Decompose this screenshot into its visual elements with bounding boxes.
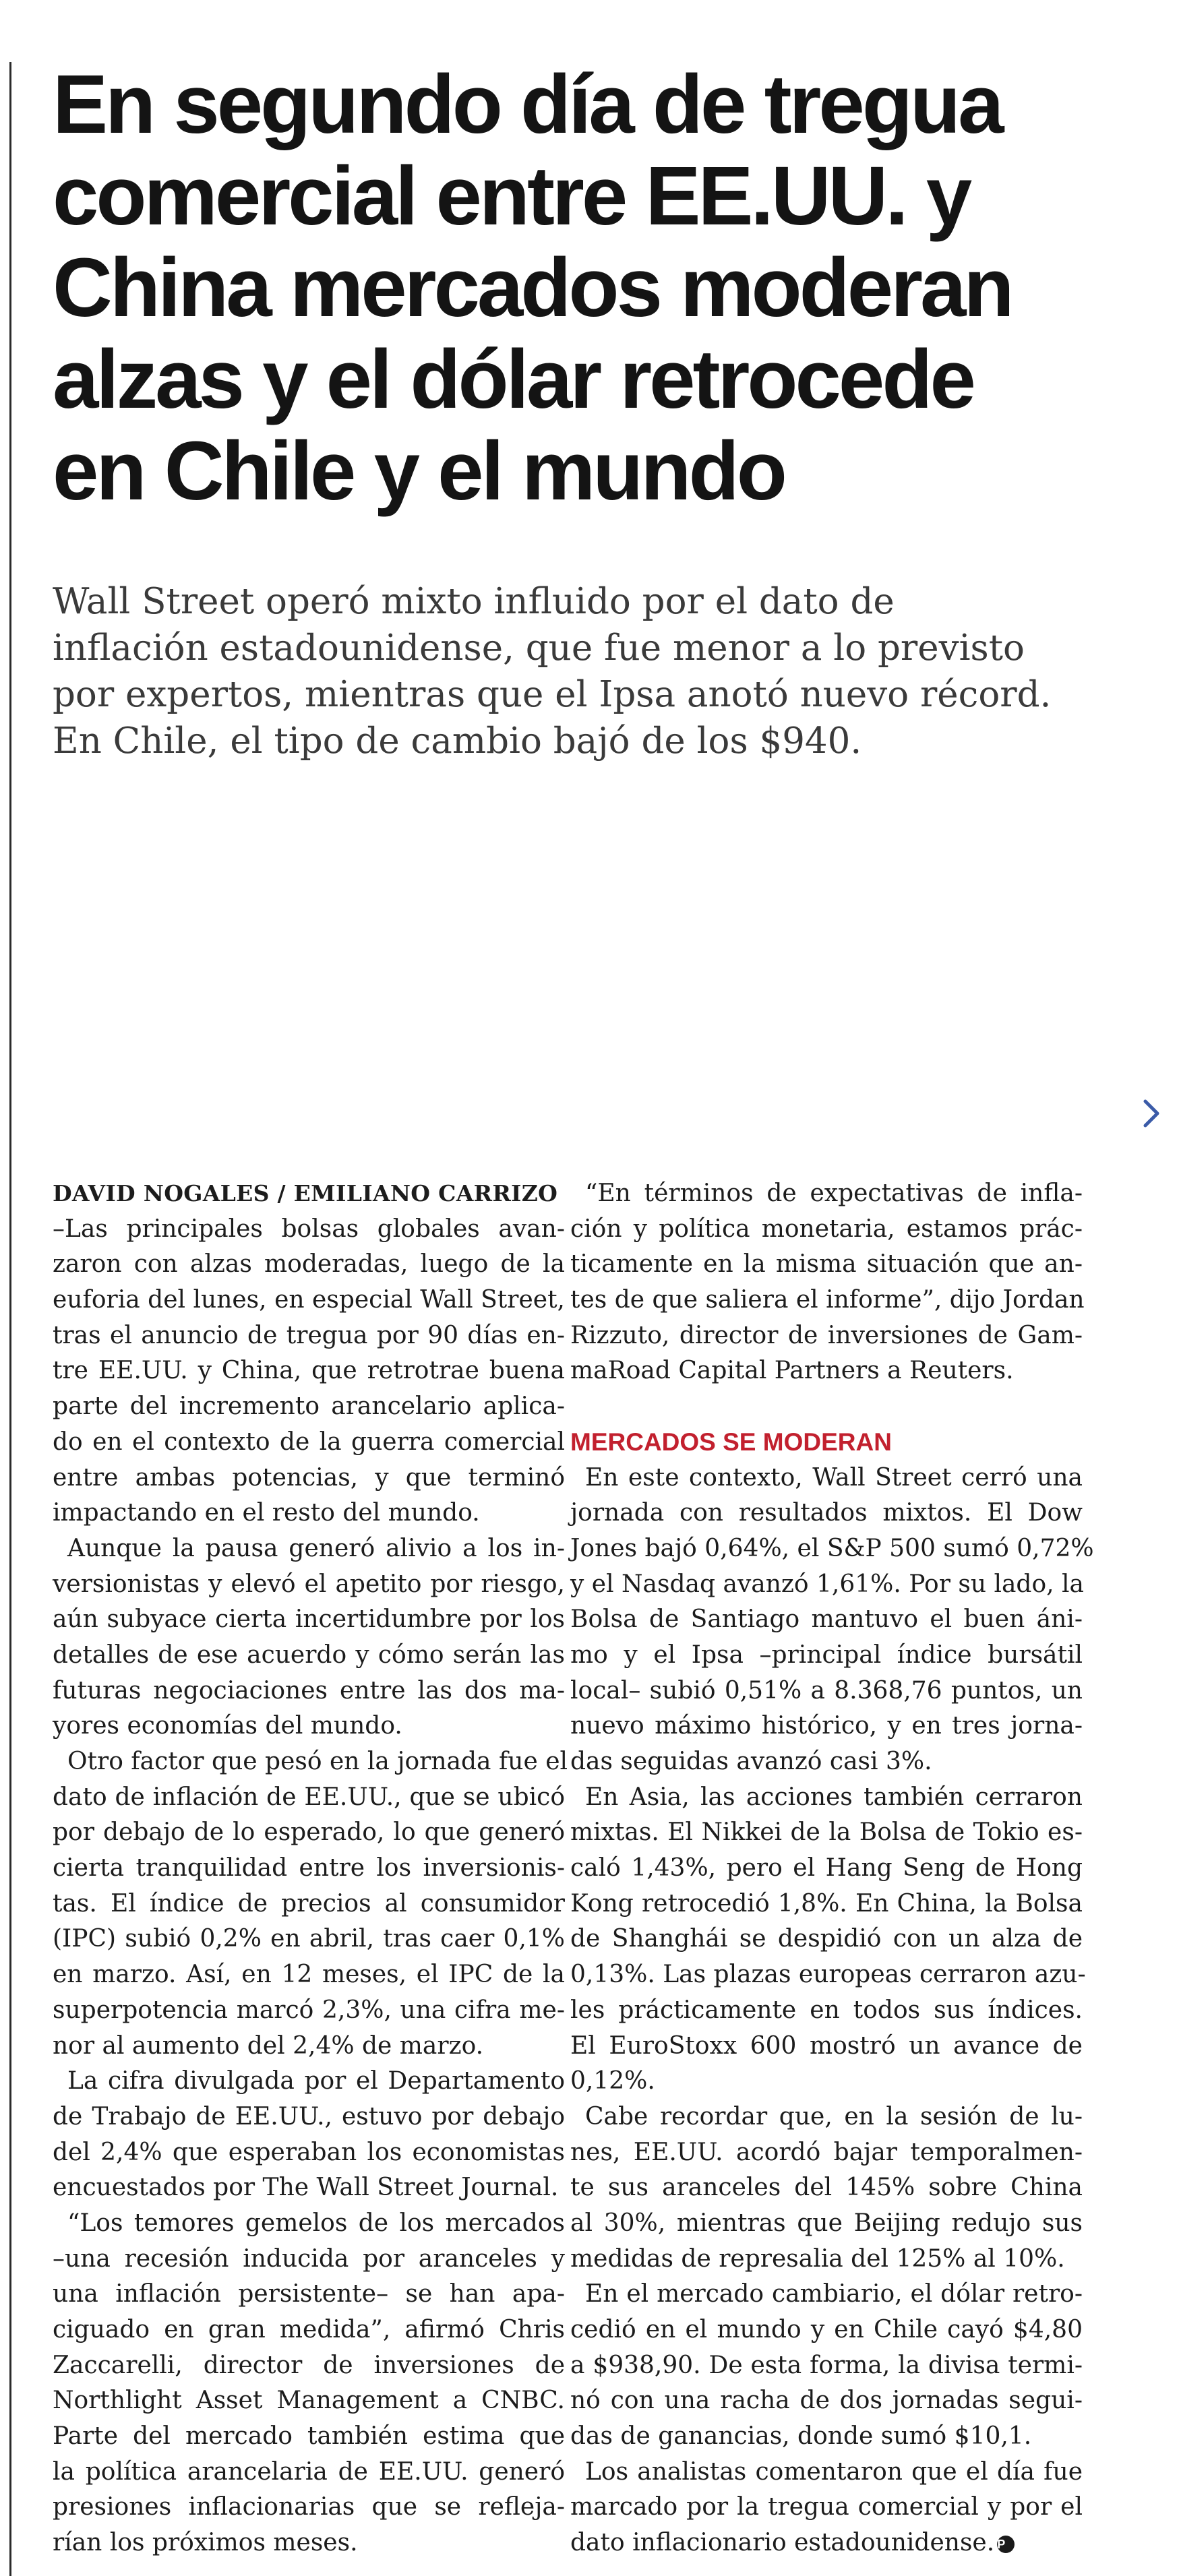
article-line: Otro factor que pesó en la jornada fue el [67,1748,568,1775]
article-line: “En términos de expectativas de infla- [585,1179,1083,1207]
article-line: mo y el Ipsa –principal índice bursátil [570,1640,1083,1669]
article-line: parte del incremento arancelario aplica- [53,1392,565,1421]
section-subhead: MERCADOS SE MODERAN [570,1428,892,1456]
article-line: mixtas. El Nikkei de la Bolsa de Tokio es- [570,1818,1083,1847]
article-line: das seguidas avanzó casi 3%. [570,1748,932,1775]
article-line: al 30%, mientras que Beijing redujo sus [570,2209,1083,2237]
article-line: tas. El índice de precios al consumidor [53,1889,565,1918]
article-line: do en el contexto de la guerra comercial [53,1428,565,1456]
article-line: entre ambas potencias, y que terminó [53,1463,565,1492]
article-line: nuevo máximo histórico, y en tres jorna- [570,1712,1083,1740]
article-line: Bolsa de Santiago mantuvo el buen áni- [570,1605,1083,1634]
article-line: a $938,90. De esta forma, la divisa termi- [570,2351,1083,2379]
article-line: jornada con resultados mixtos. El Dow [570,1499,1083,1527]
byline: DAVID NOGALES / EMILIANO CARRIZO [53,1180,558,1206]
left-column-body [53,1212,568,2561]
article-line: 0,13%. Las plazas europeas cerraron azu- [570,1961,1086,1989]
article-line: zaron con alzas moderadas, luego de la [53,1250,565,1279]
article-line: nes, EE.UU. acordó bajar temporalmen- [570,2138,1083,2166]
article-line: de Trabajo de EE.UU., estuvo por debajo [53,2102,565,2130]
article-line: (IPC) subió 0,2% en abril, tras caer 0,1% [53,1925,565,1953]
article-line: impactando en el resto del mundo. [53,1499,480,1527]
article-line: medidas de represalia del 125% al 10%. [570,2244,1065,2273]
article-line: En este contexto, Wall Street cerró una [585,1463,1083,1492]
article-line: Rizzuto, director de inversiones de Gam- [570,1321,1083,1349]
article-line: del 2,4% que esperaban los economistas [53,2138,565,2166]
article-line: tras el anuncio de tregua por 90 días en- [53,1321,565,1349]
headline-line: China mercados moderan [53,242,1012,334]
article-line: Aunque la pausa generó alivio a los in- [67,1534,565,1562]
headline [53,59,1104,518]
article-line: caló 1,43%, pero el Hang Seng de Hong [570,1854,1083,1882]
article-line: “Los temores gemelos de los mercados [67,2209,565,2237]
article-line: El EuroStoxx 600 mostró un avance de [570,2031,1083,2060]
dek-line: inflación estadounidense, que fue menor a lo previsto [53,627,1025,669]
headline-line: alzas y el dólar retrocede [53,334,973,426]
article-line: detalles de ese acuerdo y cómo serán las [53,1640,565,1669]
article-line: das de ganancias, donde sumó $10,1. [570,2422,1032,2451]
article-line: local– subió 0,51% a 8.368,76 puntos, un [570,1676,1083,1705]
dek-line: por expertos, mientras que el Ipsa anotó nuevo récord. [53,674,1052,715]
article-line: en marzo. Así, en 12 meses, el IPC de la [53,1961,565,1989]
article-line: cierta tranquilidad entre los inversionis- [53,1854,565,1882]
left-border-rule [9,62,11,2576]
article-line: Cabe recordar que, en la sesión de lu- [585,2102,1083,2130]
article-line: presiones inflacionarias que se refleja- [53,2493,565,2521]
right-column-intro [570,1176,1083,1389]
article-line: La cifra divulgada por el Departamento [67,2067,565,2095]
article-line: nó con una racha de dos jornadas segui- [570,2387,1083,2415]
article-line: por debajo de lo esperado, lo que generó [53,1818,565,1847]
article-line: de Shanghái se despidió con un alza de [570,1925,1083,1953]
article-line: te sus aranceles del 145% sobre China [570,2174,1083,2202]
dek-line: Wall Street operó mixto influido por el dato de [53,581,895,622]
article-line: En el mercado cambiario, el dólar retro- [585,2280,1083,2308]
article-line: una inflación persistente– se han apa- [53,2280,565,2308]
article-column-right [570,1176,1094,2561]
end-of-article-icon: P [997,2536,1015,2553]
article-line: tre EE.UU. y China, que retrotrae buena [53,1357,565,1385]
article-line: marcado por la tregua comercial y por el [570,2493,1083,2521]
article-line: –Las principales bolsas globales avan- [53,1215,565,1243]
article-line: dato inflacionario estadounidense. P [570,2525,1083,2561]
article-line: Parte del mercado también estima que [53,2422,565,2451]
article-line: Los analistas comentaron que el día fue [585,2457,1083,2486]
article-line: euforia del lunes, en especial Wall Street, [53,1286,565,1314]
section-spacer [570,1389,1083,1425]
article-line: la política arancelaria de EE.UU. generó [53,2457,565,2486]
article-line: dato de inflación de EE.UU., que se ubicó [53,1783,565,1811]
article-column-left [53,1176,568,2561]
article-line: cedió en el mundo y en Chile cayó $4,80 [570,2316,1083,2343]
article-line: Jones bajó 0,64%, el S&P 500 sumó 0,72% [570,1534,1094,1562]
article-line: En Asia, las acciones también cerraron [585,1783,1083,1811]
article-line: superpotencia marcó 2,3%, una cifra me- [53,1996,565,2024]
article-line: ciguado en gran medida”, afirmó Chris [53,2316,565,2343]
dek-summary [53,578,1104,764]
article-line: –una recesión inducida por aranceles y [53,2244,565,2273]
article-line: futuras negociaciones entre las dos ma- [53,1676,565,1705]
article-line: les prácticamente en todos sus índices. [570,1996,1083,2024]
article-line: Kong retrocedió 1,8%. En China, la Bolsa [570,1889,1083,1918]
article-line: versionistas y elevó el apetito por riesgo, [53,1570,565,1598]
article-line: nor al aumento del 2,4% de marzo. [53,2031,484,2060]
next-page-button[interactable] [1136,1093,1167,1134]
article-line: Northlight Asset Management a CNBC. [53,2387,565,2415]
article-line: maRoad Capital Partners a Reuters. [570,1357,1014,1385]
chevron-right-icon [1136,1093,1167,1134]
headline-line: comercial entre EE.UU. y [53,150,970,243]
article-line: ción y política monetaria, estamos prác- [570,1215,1083,1243]
headline-line: en Chile y el mundo [53,425,785,518]
article-line: ticamente en la misma situación que an- [570,1250,1083,1279]
article-line: encuestados por The Wall Street Journal. [53,2174,559,2202]
article-line: tes de que saliera el informe”, dijo Jordan [570,1286,1085,1314]
dek-line: En Chile, el tipo de cambio bajó de los $940. [53,720,862,762]
article-line: 0,12%. [570,2067,655,2095]
article-line: aún subyace cierta incertidumbre por los [53,1605,565,1634]
article-line: rían los próximos meses. [53,2529,358,2557]
article-line: y el Nasdaq avanzó 1,61%. Por su lado, la [570,1570,1085,1598]
article-line: yores economías del mundo. [53,1712,402,1740]
right-column-body [570,1461,1094,2561]
article-line: Zaccarelli, director de inversiones de [53,2351,565,2379]
headline-line: En segundo día de tregua [53,59,1002,151]
